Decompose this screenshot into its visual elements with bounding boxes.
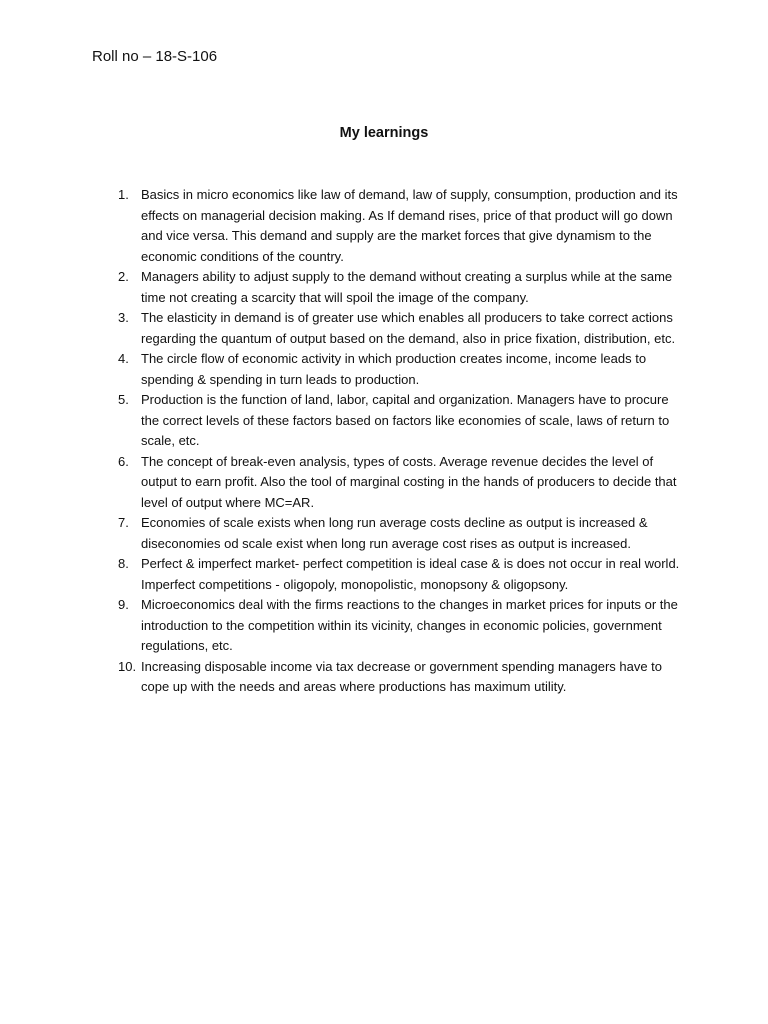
roll-number: Roll no – 18-S-106 — [92, 48, 218, 65]
list-item-number: 7. — [118, 515, 129, 530]
list-item-number: 8. — [118, 556, 129, 571]
list-item — [0, 657, 681, 698]
list-item-number: 5. — [118, 392, 129, 407]
list-item-number: 3. — [118, 310, 129, 325]
list-item-text: The concept of break-even analysis, types of costs. Average revenue decides the level of output to earn profit. Also the tool of marginal costing in the hands of producers to decide that level of output where MC=AR. — [141, 453, 677, 510]
list-item — [0, 452, 681, 514]
list-item-number: 6. — [118, 453, 129, 469]
list-item-number: 9. — [118, 597, 129, 612]
list-item — [0, 267, 681, 308]
list-item — [0, 595, 681, 657]
list-item — [0, 554, 681, 595]
list-item — [0, 390, 681, 452]
list-item-number: 2. — [118, 269, 129, 284]
page-title: My learnings — [339, 125, 429, 141]
list-item — [0, 513, 681, 554]
list-item-text: The elasticity in demand is of greater use which enables all producers to take correct actions regarding the quantum of output based on the demand, also in price fixation, distribution, etc. — [141, 310, 676, 346]
list-item-number: 10. — [118, 658, 137, 674]
list-item-number: 4. — [118, 351, 129, 366]
list-item — [0, 308, 681, 349]
list-item-text: Production is the function of land, labor, capital and organization. Managers have to procure the correct levels of these factors based on factors like economies of scale, laws of return to scale, etc. — [141, 392, 670, 448]
list-item-text: The circle flow of economic activity in which production creates income, income leads to spending & spending in turn leads to production. — [141, 351, 647, 387]
learnings-list — [0, 185, 681, 698]
list-item-number: 1. — [118, 187, 129, 202]
list-item — [0, 185, 681, 267]
list-item-text: Microeconomics deal with the firms reactions to the changes in market prices for inputs or the introduction to the competition within its vicinity, changes in economic policies, government regulations, etc. — [141, 597, 678, 653]
list-item-text: Basics in micro economics like law of demand, law of supply, consumption, production and its effects on managerial decision making. As If demand rises, price of that product will go down and vice versa. This demand and supply are the market forces that give dynamism to the economic conditions of the country. — [141, 187, 678, 264]
list-item-text: Increasing disposable income via tax decrease or government spending managers have to cope up with the needs and areas where productions has maximum utility. — [141, 658, 663, 694]
list-item — [0, 349, 681, 390]
list-item-text: Perfect & imperfect market- perfect competition is ideal case & is does not occur in real world. Imperfect competitions - oligopoly, monopolistic, monopsony & oligopsony. — [141, 556, 680, 592]
list-item-text: Economies of scale exists when long run average costs decline as output is increased & diseconomies od scale exist when long run average cost rises as output is increased. — [141, 515, 648, 551]
list-item-text: Managers ability to adjust supply to the demand without creating a surplus while at the same time not creating a scarcity that will spoil the image of the company. — [141, 269, 673, 305]
